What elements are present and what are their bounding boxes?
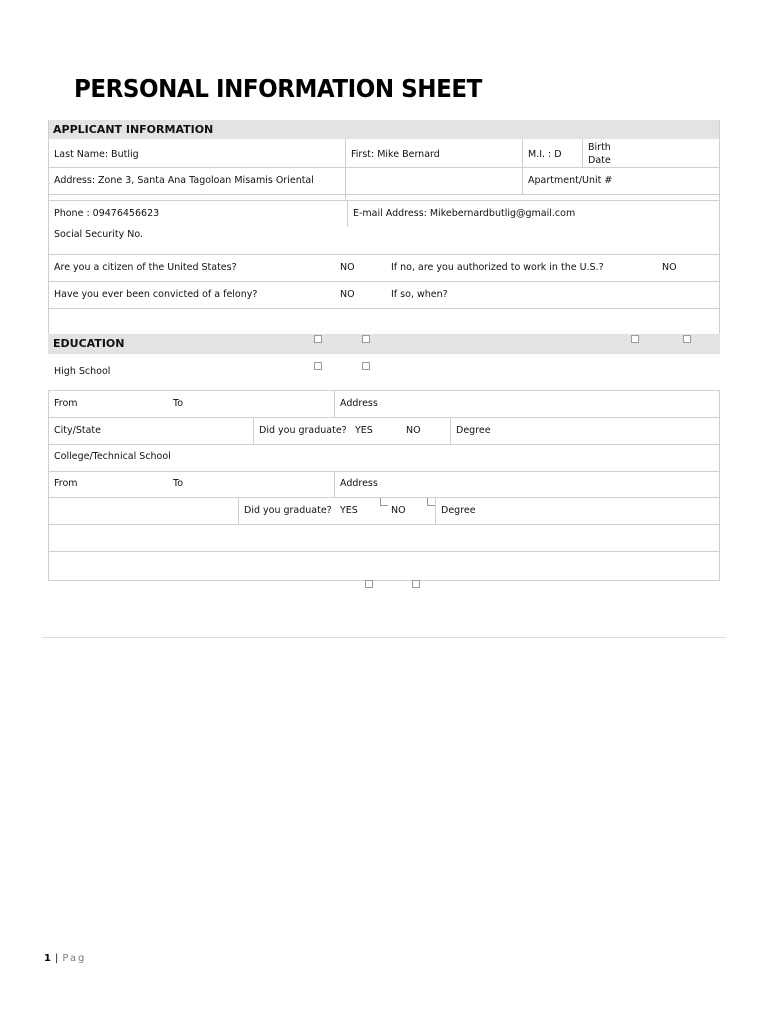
divider [48, 417, 720, 418]
divider [48, 308, 720, 309]
footer-separator: | [54, 953, 59, 964]
education-header-label: EDUCATION [53, 337, 125, 350]
authorized-question: If no, are you authorized to work in the U.S.? [391, 262, 604, 273]
hs-yes-option[interactable]: YES [355, 425, 373, 436]
divider [238, 497, 239, 524]
checkbox[interactable] [412, 580, 420, 588]
divider [522, 139, 523, 194]
college-label: College/Technical School [54, 451, 171, 462]
divider [345, 139, 346, 200]
divider [48, 281, 720, 282]
divider [334, 390, 335, 417]
phone-field[interactable]: Phone : 09476456623 [54, 208, 160, 219]
college-graduate-question: Did you graduate? [244, 505, 332, 516]
middle-initial-field[interactable]: M.I. : D [528, 149, 562, 160]
hs-city-state-field[interactable]: City/State [54, 425, 101, 436]
citizen-question: Are you a citizen of the United States? [54, 262, 237, 273]
high-school-label: High School [54, 366, 111, 377]
first-name-field[interactable]: First: Mike Bernard [351, 149, 440, 160]
birth-date-label-line2[interactable]: Date [588, 155, 611, 166]
address-field[interactable]: Address: Zone 3, Santa Ana Tagoloan Misamis Oriental [54, 175, 314, 186]
authorized-answer[interactable]: NO [662, 262, 677, 273]
college-no-option[interactable]: NO [391, 505, 406, 516]
last-name-field[interactable]: Last Name: Butlig [54, 149, 139, 160]
divider [48, 254, 720, 255]
page-number: 1 [44, 953, 51, 964]
divider [347, 200, 348, 227]
page-title: PERSONAL INFORMATION SHEET [74, 74, 482, 103]
divider [48, 471, 720, 472]
hs-to-field[interactable]: To [173, 398, 184, 409]
checkbox[interactable] [314, 335, 322, 343]
divider [450, 417, 451, 444]
divider [48, 551, 720, 552]
education-header [48, 334, 720, 354]
apartment-field[interactable]: Apartment/Unit # [528, 175, 613, 186]
page-divider [42, 637, 726, 638]
email-field[interactable]: E-mail Address: Mikebernardbutlig@gmail.com [353, 208, 576, 219]
college-yes-option[interactable]: YES [340, 505, 358, 516]
divider [435, 497, 436, 524]
ssn-field[interactable]: Social Security No. [54, 229, 143, 240]
hs-no-option[interactable]: NO [406, 425, 421, 436]
divider [334, 471, 335, 497]
education-table [48, 390, 720, 581]
felony-question: Have you ever been convicted of a felony? [54, 289, 258, 300]
checkbox[interactable] [365, 580, 373, 588]
checkbox[interactable] [631, 335, 639, 343]
college-address-field[interactable]: Address [340, 478, 378, 489]
hs-address-field[interactable]: Address [340, 398, 378, 409]
divider [48, 200, 720, 201]
divider [48, 444, 720, 445]
checkbox[interactable] [314, 362, 322, 370]
page-footer [44, 953, 86, 964]
hs-from-field[interactable]: From [54, 398, 78, 409]
checkbox[interactable] [362, 335, 370, 343]
page-label: Pag [62, 953, 87, 964]
checkbox[interactable] [683, 335, 691, 343]
divider [48, 167, 720, 168]
divider [253, 417, 254, 444]
checkbox[interactable] [362, 362, 370, 370]
birth-date-label: Birth [588, 142, 611, 153]
divider [582, 139, 583, 167]
applicant-header-label: APPLICANT INFORMATION [53, 123, 214, 136]
checkbox[interactable] [427, 498, 435, 506]
felony-when-field[interactable]: If so, when? [391, 289, 448, 300]
divider [48, 194, 720, 195]
felony-answer[interactable]: NO [340, 289, 355, 300]
hs-graduate-question: Did you graduate? [259, 425, 347, 436]
hs-degree-field[interactable]: Degree [456, 425, 491, 436]
divider [48, 524, 720, 525]
citizen-answer[interactable]: NO [340, 262, 355, 273]
college-to-field[interactable]: To [173, 478, 184, 489]
checkbox[interactable] [380, 498, 388, 506]
college-degree-field[interactable]: Degree [441, 505, 476, 516]
college-from-field[interactable]: From [54, 478, 78, 489]
